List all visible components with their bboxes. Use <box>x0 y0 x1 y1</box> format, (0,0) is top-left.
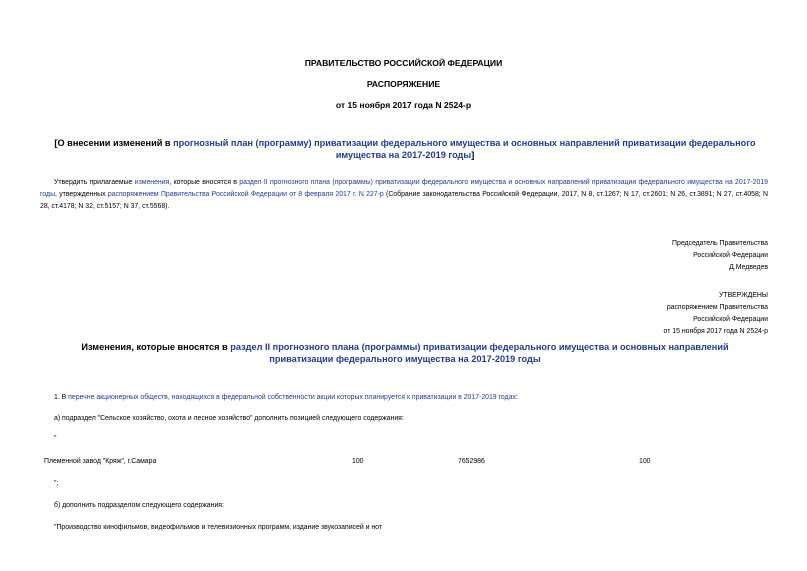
table-cell-share: 100 <box>352 458 364 465</box>
changes-title-text: Изменения, которые вносятся в <box>81 342 231 352</box>
link-changes[interactable]: изменения <box>134 179 170 186</box>
quote-open: " <box>54 435 57 442</box>
link-section-ii[interactable]: раздел II прогнозного плана (программы) приватизации федерального имущества и основных направлений приватизации федерального имущества на 2017-2019 годы <box>40 179 768 198</box>
changes-title <box>60 341 750 365</box>
signature-block <box>500 238 768 274</box>
preamble-paragraph <box>40 177 768 213</box>
gov-heading: ПРАВИТЕЛЬСТВО РОССИЙСКОЙ ФЕДЕРАЦИИ <box>304 58 503 68</box>
approved-block <box>500 290 768 338</box>
signature-country: Российской Федерации <box>693 252 768 259</box>
approved-date: от 15 ноября 2017 года N 2524-р <box>663 328 768 335</box>
doc-type: РАСПОРЯЖЕНИЕ <box>366 79 441 89</box>
item-1-colon: : <box>515 394 518 401</box>
changes-title-link[interactable]: раздел II прогнозного плана (программы) приватизации федерального имущества и основных направлений приватизации федерального имущества на 2017-2019 годы <box>230 342 729 364</box>
link-shareholders-list[interactable]: перечне акционерных обществ, находящихся в федеральной собственности акции которых планируется к приватизации в 2017-2019 годах <box>68 394 516 401</box>
doc-date-number: от 15 ноября 2017 года N 2524-р <box>335 100 472 110</box>
signature-position: Председатель Правительства <box>672 240 768 247</box>
item-1 <box>54 392 774 404</box>
preamble-text-1: Утвердить прилагаемые <box>54 179 135 186</box>
table-cell-inn: 7652986 <box>458 458 485 465</box>
approved-heading: УТВЕРЖДЕНЫ <box>719 292 768 299</box>
link-order-227[interactable]: распоряжением Правительства Российской Федерации от 8 февраля 2017 г. N 227-р <box>107 191 384 198</box>
table-cell-name: Племенной завод "Кряж", г.Самара <box>44 458 157 465</box>
approved-country: Российской Федерации <box>693 316 768 323</box>
signature-name: Д.Медведев <box>729 264 768 271</box>
item-1-text: 1. В <box>54 394 69 401</box>
title-open: [О внесении изменений в <box>54 138 174 148</box>
item-a: а) подраздел "Сельское хозяйство, охота и лесное хозяйство" дополнить позицией следующего содержания: <box>54 415 404 422</box>
table-cell-percent: 100 <box>639 458 651 465</box>
preamble-text-3: , утвержденных <box>55 191 108 198</box>
document-title <box>40 137 770 161</box>
item-b: б) дополнить подразделом следующего содержания: <box>54 502 224 509</box>
preamble-text-2: , которые вносятся в <box>169 179 240 186</box>
quote-close: "; <box>54 480 59 487</box>
title-link[interactable]: прогнозный план (программу) приватизации федерального имущества и основных направлений приватизации федерального имущества на 2017-2019 годы <box>173 138 756 160</box>
approved-by: распоряжением Правительства <box>666 304 768 311</box>
preamble-text-4: (Собрание законодательства Российской Федерации, 2017, N 8, ст.1267; N 17, ст.2601; N 26, ст.3891; N 27, ст.4058; N 28, ст.4178; N 32, ст.5157; N 37, ст.5568). <box>40 191 768 210</box>
item-last: "Производство кинофильмов, видеофильмов и телевизионных программ, издание звукозаписей и нот <box>54 524 382 531</box>
title-close: ] <box>471 150 475 160</box>
